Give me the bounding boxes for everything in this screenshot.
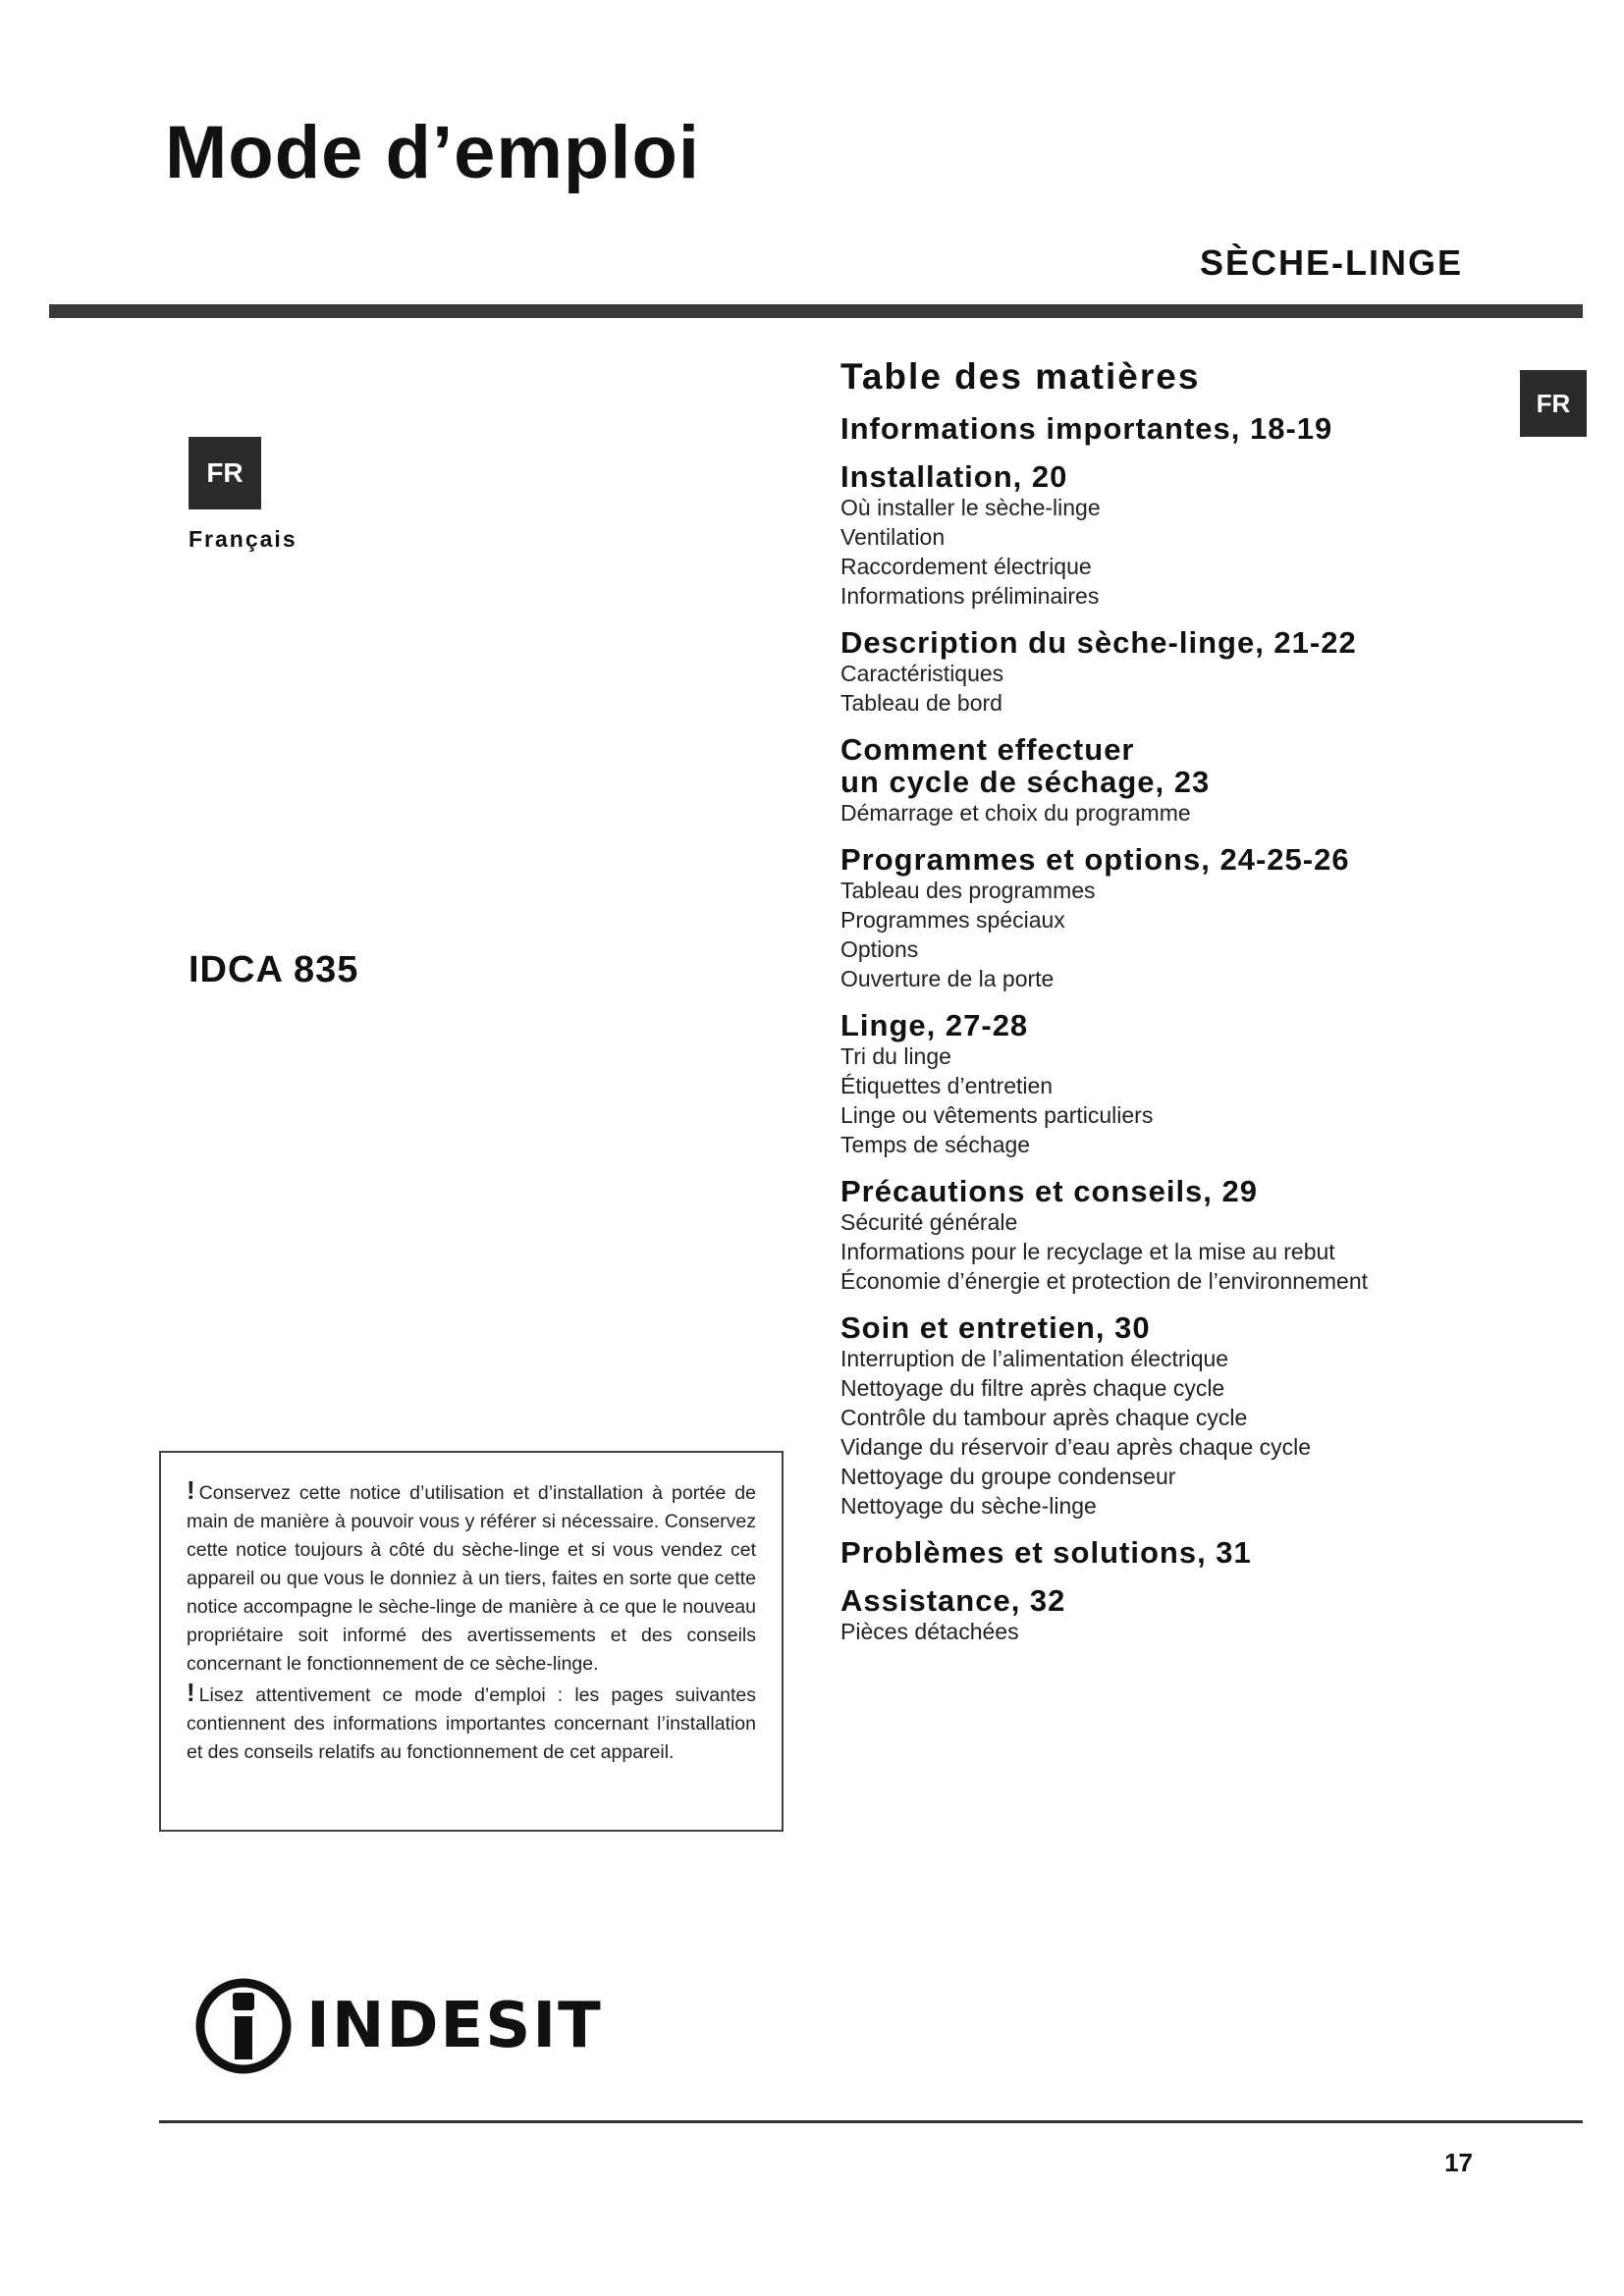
toc-item: Options	[840, 936, 919, 962]
toc-item: Tableau de bord	[840, 690, 1002, 716]
toc-item: Pièces détachées	[840, 1619, 1019, 1644]
toc-section-title: Assistance, 32	[840, 1583, 1066, 1618]
notice-paragraph-2: Lisez attentivement ce mode d’emploi : les pages suivantes contiennent des informations importantes concernant l’installation et des conseils relatifs au fonctionnement de cet appareil.	[187, 1684, 756, 1763]
toc-sections	[840, 412, 1567, 1646]
toc-item: Démarrage et choix du programme	[840, 800, 1191, 826]
toc-item: Contrôle du tambour après chaque cycle	[840, 1405, 1248, 1430]
toc-item: Caractéristiques	[840, 661, 1004, 686]
toc-section	[840, 1584, 1567, 1646]
toc-item: Économie d’énergie et protection de l’environnement	[840, 1268, 1368, 1294]
toc-item: Tableau des programmes	[840, 878, 1096, 903]
toc-item: Temps de séchage	[840, 1132, 1031, 1157]
toc-section-title: Linge, 27-28	[840, 1008, 1029, 1042]
toc-section	[840, 843, 1567, 993]
toc-section	[840, 733, 1567, 828]
toc-item: Où installer le sèche-linge	[840, 495, 1101, 520]
product-type: SÈCHE-LINGE	[1199, 242, 1463, 283]
model-number: IDCA 835	[189, 949, 359, 990]
toc-item: Informations pour le recyclage et la mise au rebut	[840, 1239, 1335, 1264]
language-name: Français	[189, 526, 298, 552]
footer-divider	[159, 2120, 1583, 2123]
toc-item: Ventilation	[840, 524, 946, 550]
language-tab-badge: FR	[1520, 370, 1587, 437]
page-number: 17	[1444, 2148, 1473, 2177]
toc-section	[840, 1536, 1567, 1569]
toc-item: Interruption de l’alimentation électrique	[840, 1346, 1229, 1371]
toc-section-title: Soin et entretien, 30	[840, 1310, 1151, 1345]
toc-heading: Table des matières	[840, 356, 1201, 397]
toc-section	[840, 412, 1567, 445]
toc-section-title: Comment effectuer un cycle de séchage, 23	[840, 732, 1211, 799]
toc-section-title: Installation, 20	[840, 459, 1068, 494]
toc-section	[840, 1311, 1567, 1521]
toc-section	[840, 626, 1567, 718]
toc-section	[840, 1009, 1567, 1159]
toc-item: Linge ou vêtements particuliers	[840, 1102, 1154, 1128]
toc-section-title: Informations importantes, 18-19	[840, 411, 1333, 446]
table-of-contents	[840, 355, 1567, 1662]
page-title: Mode d’emploi	[165, 111, 700, 194]
toc-item: Ouverture de la porte	[840, 966, 1055, 991]
language-badge: FR	[189, 437, 261, 509]
toc-item: Informations préliminaires	[840, 583, 1100, 609]
warning-mark-icon: !	[187, 1678, 195, 1707]
toc-item: Tri du linge	[840, 1043, 951, 1069]
toc-section	[840, 1175, 1567, 1296]
toc-section-title: Programmes et options, 24-25-26	[840, 842, 1350, 877]
toc-item: Nettoyage du sèche-linge	[840, 1493, 1097, 1519]
header-divider	[49, 304, 1583, 318]
notice-box	[159, 1451, 784, 1832]
toc-item: Nettoyage du groupe condenseur	[840, 1464, 1176, 1489]
toc-section-title: Précautions et conseils, 29	[840, 1174, 1259, 1208]
toc-section	[840, 460, 1567, 611]
toc-item: Nettoyage du filtre après chaque cycle	[840, 1375, 1225, 1401]
brand-logo	[192, 1975, 603, 2077]
notice-paragraph-1: Conservez cette notice d’utilisation et d’installation à portée de main de manière à pouvoir vous y référer si nécessaire. Conservez cette notice toujours à côté du sèche-linge et si vous vendez cet appareil ou que vous le donniez à un tiers, faites en sorte que cette notice accompagne le sèche-linge de manière à ce que le nouveau propriétaire soit informé des avertissements et des conseils concernant le fonctionnement de ce sèche-linge.	[187, 1482, 756, 1675]
brand-name: INDESIT	[306, 1990, 603, 2062]
toc-section-title: Problèmes et solutions, 31	[840, 1535, 1252, 1570]
toc-item: Étiquettes d’entretien	[840, 1073, 1054, 1098]
toc-item: Raccordement électrique	[840, 554, 1092, 579]
toc-section-title: Description du sèche-linge, 21-22	[840, 625, 1357, 660]
toc-item: Vidange du réservoir d’eau après chaque cycle	[840, 1434, 1312, 1460]
indesit-logo-icon	[192, 1975, 295, 2077]
warning-mark-icon: !	[187, 1475, 195, 1505]
toc-item: Programmes spéciaux	[840, 907, 1065, 933]
toc-item: Sécurité générale	[840, 1209, 1018, 1235]
